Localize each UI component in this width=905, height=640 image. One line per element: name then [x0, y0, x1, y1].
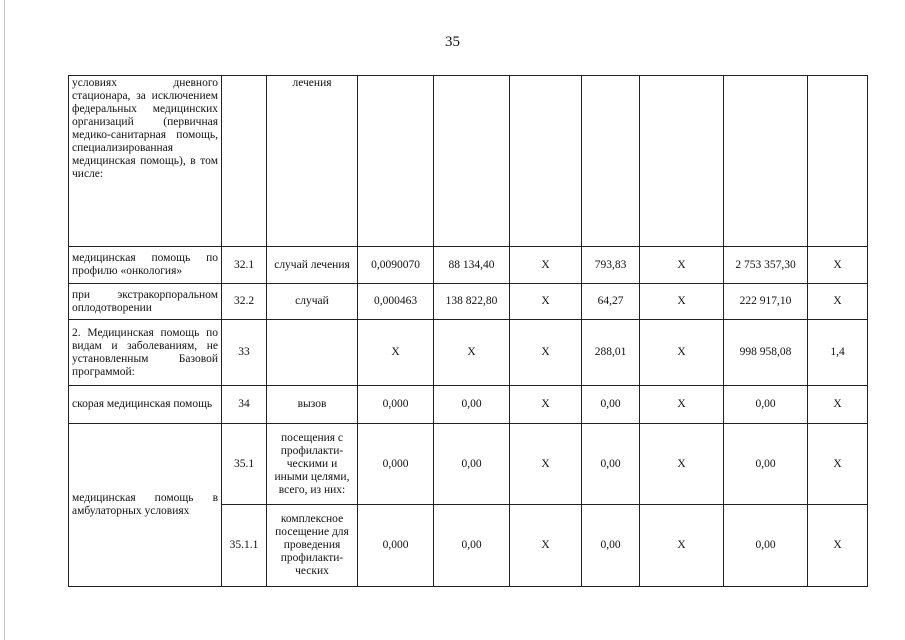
row-unit: лечения	[267, 76, 358, 247]
page-edge-line	[4, 0, 5, 640]
row-cell: Х	[808, 247, 868, 284]
row-cell: 0,000	[358, 505, 434, 587]
row-cell: 222 917,10	[724, 284, 808, 320]
row-cell: 0,000	[358, 386, 434, 424]
row-cell: Х	[510, 284, 582, 320]
row-name: при экстракорпоральном оплодотворении	[69, 284, 222, 320]
row-name: медицинская помощь в амбулаторных условиях	[69, 424, 222, 587]
row-cell: 0,00	[582, 424, 640, 505]
row-unit: комплексное посещение для проведения профилакти-ческих	[267, 505, 358, 587]
row-cell: 0,00	[582, 386, 640, 424]
row-unit: случай	[267, 284, 358, 320]
row-cell: Х	[808, 505, 868, 587]
row-cell: 0,00	[434, 424, 510, 505]
row-cell: 138 822,80	[434, 284, 510, 320]
row-cell: 0,0090070	[358, 247, 434, 284]
table-row	[69, 247, 868, 284]
table-row	[69, 386, 868, 424]
row-cell: Х	[808, 284, 868, 320]
row-number	[222, 76, 267, 247]
row-cell	[510, 76, 582, 247]
table-row	[69, 76, 868, 247]
row-cell: 1,4	[808, 320, 868, 386]
row-unit: случай лечения	[267, 247, 358, 284]
row-cell: 793,83	[582, 247, 640, 284]
row-cell: Х	[510, 424, 582, 505]
row-cell: 288,01	[582, 320, 640, 386]
row-cell: Х	[510, 505, 582, 587]
row-cell: Х	[434, 320, 510, 386]
row-cell: 0,00	[724, 424, 808, 505]
row-cell: 64,27	[582, 284, 640, 320]
row-unit	[267, 320, 358, 386]
row-name: медицинская помощь по профилю «онкология»	[69, 247, 222, 284]
row-number: 32.1	[222, 247, 267, 284]
row-cell	[724, 76, 808, 247]
row-number: 35.1.1	[222, 505, 267, 587]
row-cell: Х	[510, 247, 582, 284]
row-cell: 0,000463	[358, 284, 434, 320]
row-number: 32.2	[222, 284, 267, 320]
row-cell	[808, 76, 868, 247]
row-cell: Х	[358, 320, 434, 386]
row-cell	[434, 76, 510, 247]
row-cell: 998 958,08	[724, 320, 808, 386]
row-cell: Х	[510, 320, 582, 386]
row-cell: Х	[510, 386, 582, 424]
row-number: 35.1	[222, 424, 267, 505]
row-cell: Х	[808, 424, 868, 505]
row-unit: посещения с профилакти-ческими и иными целями, всего, из них:	[267, 424, 358, 505]
row-cell: Х	[808, 386, 868, 424]
row-number: 33	[222, 320, 267, 386]
table-row	[69, 424, 868, 505]
row-unit: вызов	[267, 386, 358, 424]
row-number: 34	[222, 386, 267, 424]
row-cell: 0,000	[358, 424, 434, 505]
program-table	[68, 75, 868, 587]
row-cell	[640, 76, 724, 247]
row-cell: Х	[640, 386, 724, 424]
row-cell	[582, 76, 640, 247]
table-row	[69, 320, 868, 386]
row-cell	[358, 76, 434, 247]
row-name: условиях дневного стационара, за исключением федеральных медицинских организаций (первичная медико-санитарная помощь, специализированная медицинская помощь), в том числе:	[69, 76, 222, 247]
row-cell: 0,00	[582, 505, 640, 587]
row-cell: Х	[640, 505, 724, 587]
table-row	[69, 284, 868, 320]
row-cell: 0,00	[724, 505, 808, 587]
row-cell: Х	[640, 247, 724, 284]
row-cell: 0,00	[434, 505, 510, 587]
row-cell: 2 753 357,30	[724, 247, 808, 284]
row-cell: 88 134,40	[434, 247, 510, 284]
row-name: скорая медицинская помощь	[69, 386, 222, 424]
row-name: 2. Медицинская помощь по видам и заболеваниям, не установленным Базовой программой:	[69, 320, 222, 386]
row-cell: 0,00	[724, 386, 808, 424]
page-number: 35	[445, 34, 460, 50]
row-cell: 0,00	[434, 386, 510, 424]
row-cell: Х	[640, 284, 724, 320]
row-cell: Х	[640, 424, 724, 505]
row-cell: Х	[640, 320, 724, 386]
